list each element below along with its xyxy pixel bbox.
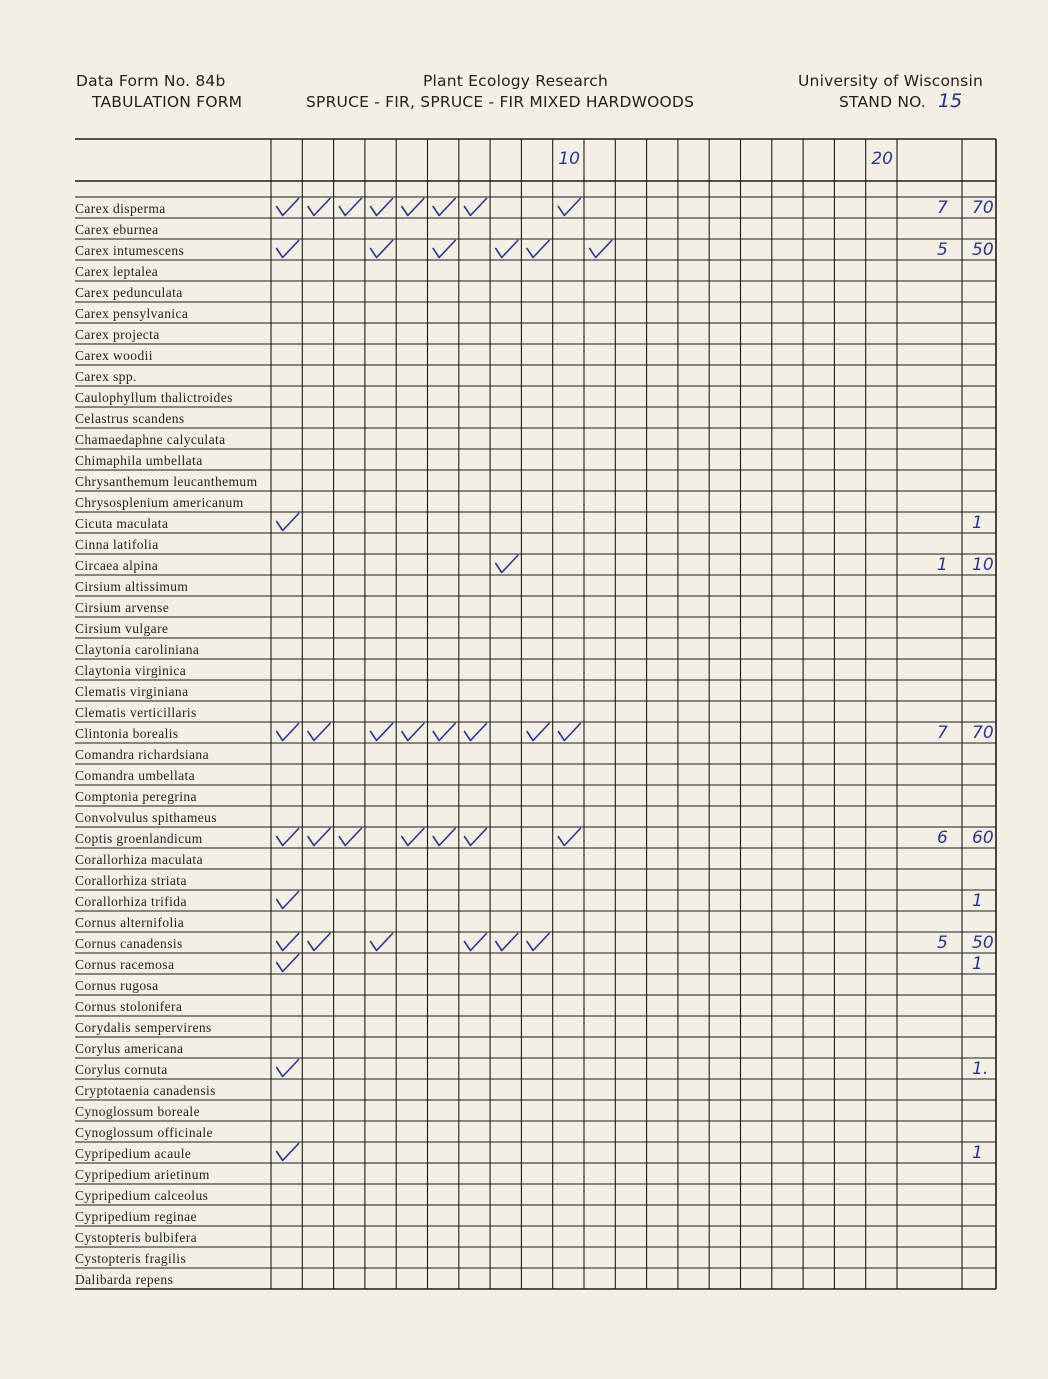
percent-value: 50 [972,932,994,953]
check-mark-icon [464,724,486,741]
check-mark-icon [339,829,361,846]
species-name: Cirsium vulgare [75,621,169,636]
frequency-value: 1 [937,554,948,575]
check-mark-icon [277,241,299,258]
species-name: Carex pensylvanica [75,306,189,321]
check-mark-icon [277,829,299,846]
check-mark-icon [433,829,455,846]
check-mark-icon [433,724,455,741]
percent-value: 70 [972,197,994,218]
check-mark-icon [558,724,580,741]
species-name: Celastrus scandens [75,411,185,426]
species-name: Corylus cornuta [75,1062,168,1077]
species-name: Cirsium altissimum [75,579,189,594]
species-name: Coptis groenlandicum [75,831,203,846]
percent-value: 1 [972,512,983,533]
check-mark-icon [308,829,330,846]
species-name: Corallorhiza maculata [75,852,203,867]
frequency-value: 7 [937,722,948,743]
check-mark-icon [277,1060,299,1077]
species-name: Corylus americana [75,1041,184,1056]
species-name: Chrysanthemum leucanthemum [75,474,258,489]
species-name: Cornus canadensis [75,936,183,951]
frequency-value: 5 [937,932,948,953]
species-name: Cynoglossum boreale [75,1104,200,1119]
check-mark-icon [496,934,518,951]
check-mark-icon [558,199,580,216]
check-mark-icon [558,829,580,846]
check-mark-icon [277,955,299,972]
species-name: Circaea alpina [75,558,159,573]
check-mark-icon [402,199,424,216]
check-mark-icon [308,934,330,951]
species-name: Convolvulus spithameus [75,810,217,825]
frequency-value: 6 [937,827,948,848]
species-name: Carex leptalea [75,264,159,279]
percent-value: 10 [972,554,994,575]
species-name: Cornus alternifolia [75,915,185,930]
percent-value: 60 [972,827,994,848]
check-mark-icon [527,934,549,951]
species-name: Cornus racemosa [75,957,175,972]
percent-value: 1 [972,953,983,974]
species-name: Cypripedium acaule [75,1146,192,1161]
check-mark-icon [277,892,299,909]
check-mark-icon [433,199,455,216]
check-mark-icon [308,199,330,216]
forest-type: SPRUCE - FIR, SPRUCE - FIR MIXED HARDWOODS [306,93,695,111]
stand-label: STAND NO. [839,93,927,111]
check-mark-icon [371,724,393,741]
check-mark-icon [402,829,424,846]
percent-value: 70 [972,722,994,743]
check-mark-icon [433,241,455,258]
check-mark-icon [277,724,299,741]
check-mark-icon [527,241,549,258]
check-mark-icon [496,556,518,573]
species-name: Cystopteris fragilis [75,1251,187,1266]
species-name: Claytonia virginica [75,663,187,678]
check-mark-icon [402,724,424,741]
percent-value: 1 [972,1142,983,1163]
species-name: Chimaphila umbellata [75,453,203,468]
form-type: TABULATION FORM [92,93,243,111]
species-name: Corallorhiza striata [75,873,187,888]
species-name: Cinna latifolia [75,537,159,552]
check-mark-icon [527,724,549,741]
check-mark-icon [308,724,330,741]
check-mark-icon [496,241,518,258]
check-mark-icon [464,199,486,216]
column-marker: 20 [871,149,893,169]
form-number: Data Form No. 84b [76,72,226,90]
check-mark-icon [371,199,393,216]
university: University of Wisconsin [798,72,983,90]
check-mark-icon [371,241,393,258]
species-name: Corallorhiza trifida [75,894,187,909]
species-name: Cypripedium arietinum [75,1167,210,1182]
species-name: Cornus rugosa [75,978,159,993]
check-mark-icon [371,934,393,951]
check-mark-icon [590,241,612,258]
species-name: Clintonia borealis [75,726,179,741]
species-name: Carex spp. [75,369,137,384]
species-name: Carex projecta [75,327,160,342]
species-name: Comptonia peregrina [75,789,197,804]
check-mark-icon [464,934,486,951]
species-name: Cynoglossum officinale [75,1125,213,1140]
species-name: Cystopteris bulbifera [75,1230,198,1245]
column-marker: 10 [558,149,580,169]
species-name: Carex pedunculata [75,285,183,300]
species-name: Chamaedaphne calyculata [75,432,226,447]
species-name: Corydalis sempervirens [75,1020,212,1035]
species-name: Cornus stolonifera [75,999,183,1014]
check-mark-icon [277,1144,299,1161]
species-name: Caulophyllum thalictroides [75,390,233,405]
species-name: Dalibarda repens [75,1272,174,1287]
species-name: Carex woodii [75,348,153,363]
organization: Plant Ecology Research [423,72,609,90]
species-name: Chrysosplenium americanum [75,495,244,510]
stand-number-handwritten: 15 [938,90,963,112]
check-mark-icon [277,514,299,531]
check-mark-icon [277,934,299,951]
species-name: Cryptotaenia canadensis [75,1083,216,1098]
frequency-value: 7 [937,197,948,218]
frequency-value: 5 [937,239,948,260]
species-name: Comandra umbellata [75,768,196,783]
species-name: Cypripedium calceolus [75,1188,209,1203]
species-name: Clematis virginiana [75,684,189,699]
species-name: Cicuta maculata [75,516,169,531]
percent-value: 1. [972,1058,989,1079]
percent-value: 50 [972,239,994,260]
check-mark-icon [464,829,486,846]
species-name: Clematis verticillaris [75,705,197,720]
species-name: Claytonia caroliniana [75,642,200,657]
species-name: Carex intumescens [75,243,185,258]
check-mark-icon [339,199,361,216]
species-name: Carex disperma [75,201,166,216]
species-name: Cypripedium reginae [75,1209,197,1224]
check-mark-icon [277,199,299,216]
percent-value: 1 [972,890,983,911]
species-name: Comandra richardsiana [75,747,209,762]
species-name: Carex eburnea [75,222,159,237]
species-name: Cirsium arvense [75,600,170,615]
